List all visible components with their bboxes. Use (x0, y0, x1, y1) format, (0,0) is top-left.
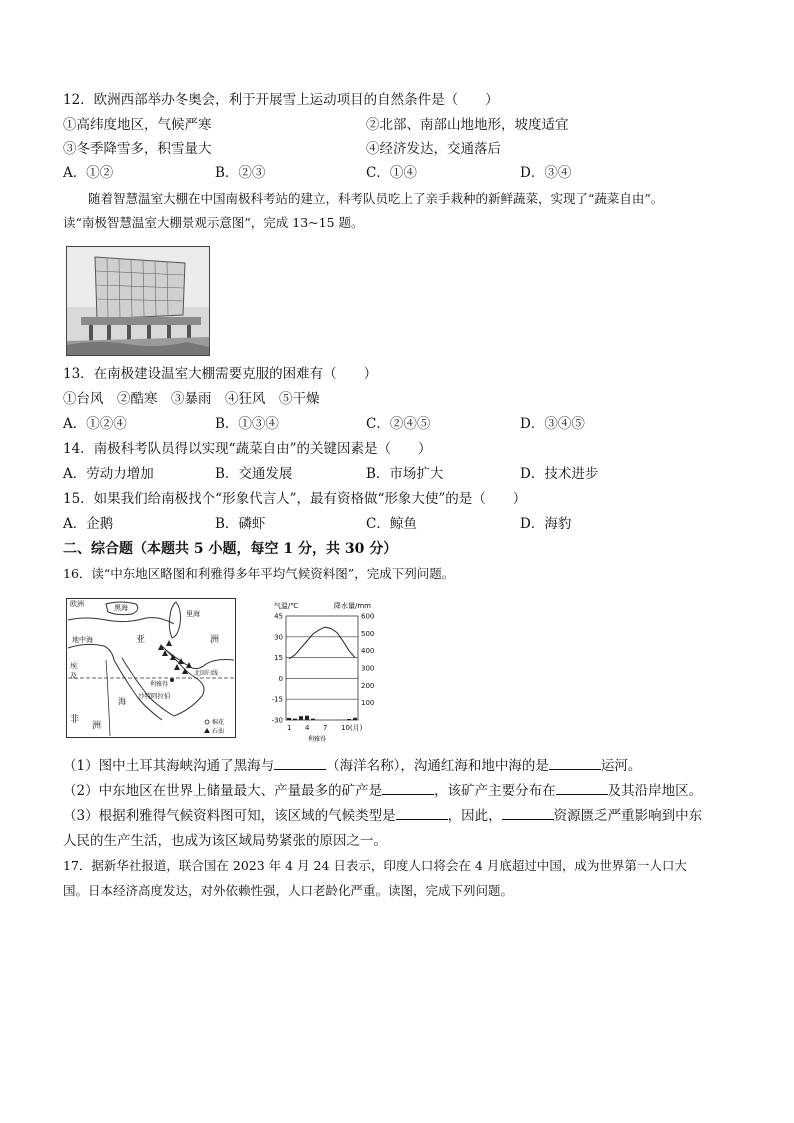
map-label-asia-2: 洲 (210, 635, 220, 645)
q15-choice-b: B．磷虾 (215, 516, 266, 532)
q15-choice-c: C．鲸鱼 (366, 516, 417, 532)
chart-right-tick: 300 (361, 664, 375, 673)
answer-blank-2[interactable] (549, 757, 601, 770)
q17-line2: 国。日本经济高度发达，对外依赖性强，人口老龄化严重。读图，完成下列问题。 (63, 883, 514, 898)
precip-bar (311, 719, 315, 720)
q17-line1: 17．据新华社报道，联合国在 2023 年 4 月 24 日表示，印度人口将会在 4 月底超过中国，成为世界第一人口大 (63, 858, 687, 873)
intro-13-line1: 随着智慧温室大棚在中国南极科考站的建立，科考队员吃上了亲手栽种的新鲜蔬菜，实现了“蔬菜自由”。 (63, 191, 664, 206)
chart-right-tick: 100 (361, 699, 375, 708)
chart-left-tick: 0 (278, 674, 283, 683)
q15-stem: 15．如果我们给南极找个“形象代言人”，最有资格做“形象大使”的是（ ） (63, 491, 527, 507)
q16-part3-d: 人民的生产生活，也成为该区域局势紧张的原因之一。 (63, 833, 387, 849)
map-label-sea: 海 (118, 697, 126, 706)
q12-option-1: ①高纬度地区，气候严寒 (63, 117, 212, 133)
q15-choice-a: A．企鹅 (63, 516, 114, 532)
answer-blank-6[interactable] (502, 807, 554, 820)
chart-x-tick: 10(月) (341, 724, 363, 732)
q12-stem: 12．欧洲西部举办冬奥会，利于开展雪上运动项目的自然条件是（ ） (63, 92, 499, 108)
q12-choice-b: B．②③ (215, 165, 266, 181)
map-label-egypt-1: 埃 (70, 662, 77, 670)
map-label-black-sea: 黑海 (114, 604, 128, 612)
precip-bar (287, 718, 291, 720)
chart-left-tick: -15 (271, 695, 283, 704)
map-label-africa-1: 非 (70, 715, 80, 725)
precip-bar (347, 719, 351, 720)
q12-choice-d: D．③④ (520, 165, 572, 181)
map-label-saudi: 沙特阿拉伯 (138, 692, 171, 700)
map-label-africa-2: 洲 (92, 721, 102, 731)
q13-choice-d: D．③④⑤ (520, 416, 585, 432)
precip-bar (305, 716, 309, 720)
chart-right-tick: 400 (361, 647, 375, 656)
q14-choice-d: D．技术进步 (520, 466, 599, 482)
map-label-tropic: 北回归线 (194, 670, 219, 677)
q12-option-4: ④经济发达，交通落后 (366, 141, 501, 157)
answer-blank-1[interactable] (274, 757, 326, 770)
precip-bar (293, 719, 297, 720)
intro-13-line2: 读“南极智慧温室大棚景观示意图”，完成 13~15 题。 (63, 215, 364, 230)
q16-part3-c: 资源匮乏严重影响到中东 (553, 808, 703, 824)
q14-choice-c: B．市场扩大 (366, 466, 444, 482)
q13-choice-c: C．②④⑤ (366, 416, 431, 432)
chart-plot-area (286, 616, 358, 720)
q12-option-3: ③冬季降雪多，积雪量大 (63, 141, 212, 157)
precip-bar (353, 718, 357, 720)
chart-ylabel-right: 降水量/mm (334, 602, 371, 610)
map-label-riyadh: 利雅得 (150, 681, 169, 688)
q16-part3-a: （3）根据利雅得气候资料图可知，该区域的气候类型是 (63, 808, 396, 824)
q16-part2 (63, 782, 702, 800)
map-legend-cotton: 棉花 (212, 719, 225, 726)
chart-right-tick: 600 (361, 612, 375, 621)
map-label-europe: 欧洲 (70, 600, 84, 608)
chart-x-tick: 1 (287, 724, 292, 732)
q16-part2-a: （2）中东地区在世界上储量最大、产量最多的矿产是 (63, 783, 383, 799)
q14-choice-b: B．交通发展 (215, 466, 293, 482)
map-label-egypt-2: 及 (70, 672, 77, 680)
section-2-heading: 二、综合题（本题共 5 小题，每空 1 分，共 30 分） (63, 541, 398, 557)
q13-choice-a: A．①②④ (63, 416, 127, 432)
chart-left-tick: 45 (274, 612, 283, 621)
map-label-asia-1: 亚 (136, 635, 146, 645)
map-label-mediterranean: 地中海 (72, 636, 93, 644)
q14-choice-a: A．劳动力增加 (63, 466, 154, 482)
answer-blank-5[interactable] (396, 807, 448, 820)
map-label-caspian-sea: 里海 (186, 610, 200, 618)
q16-part3-b: ，因此， (447, 808, 502, 824)
q13-choice-b: B．①③④ (215, 416, 279, 432)
q16-part1-c: 运河。 (600, 758, 642, 774)
q16-part3 (63, 807, 702, 825)
chart-ylabel-left: 气温/℃ (274, 602, 299, 610)
q12-choice-a: A．①② (63, 165, 114, 181)
answer-blank-4[interactable] (556, 782, 608, 795)
q16-part1-b: （海洋名称），沟通红海和地中海的是 (326, 758, 549, 774)
q16-part1-a: （1）图中土耳其海峡沟通了黑海与 (63, 758, 275, 774)
chart-x-tick: 7 (323, 724, 328, 732)
map-legend-oil: 石油 (212, 728, 225, 735)
chart-right-tick: 500 (361, 629, 375, 638)
q16-part2-c: 及其沿岸地区。 (607, 783, 703, 799)
q12-option-2: ②北部、南部山地地形，坡度适宜 (366, 117, 569, 133)
q16-part1 (63, 757, 641, 775)
q16-part2-b: ，该矿产主要分布在 (434, 783, 556, 799)
precip-bar (299, 716, 303, 720)
chart-left-tick: 30 (274, 633, 283, 642)
q13-stem: 13．在南极建设温室大棚需要克服的困难有（ ） (63, 366, 378, 382)
q16-stem: 16．读“中东地区略图和利雅得多年平均气候资料图”，完成下列问题。 (63, 566, 455, 581)
greenhouse-photo (66, 246, 210, 356)
q13-items: ①台风 ②酷寒 ③暴雨 ④狂风 ⑤干燥 (63, 391, 320, 407)
middle-east-map (66, 598, 236, 738)
chart-left-tick: 15 (274, 654, 283, 663)
q15-choice-d: D．海豹 (520, 516, 572, 532)
q12-choice-c: C．①④ (366, 165, 417, 181)
chart-city-label: 利雅得 (308, 736, 327, 743)
chart-x-tick: 4 (305, 724, 310, 732)
answer-blank-3[interactable] (382, 782, 434, 795)
chart-left-tick: -30 (271, 716, 283, 725)
chart-right-tick: 200 (361, 681, 375, 690)
riyadh-climate-chart (262, 598, 386, 744)
q14-stem: 14．南极科考队员得以实现“蔬菜自由”的关键因素是（ ） (63, 441, 432, 457)
